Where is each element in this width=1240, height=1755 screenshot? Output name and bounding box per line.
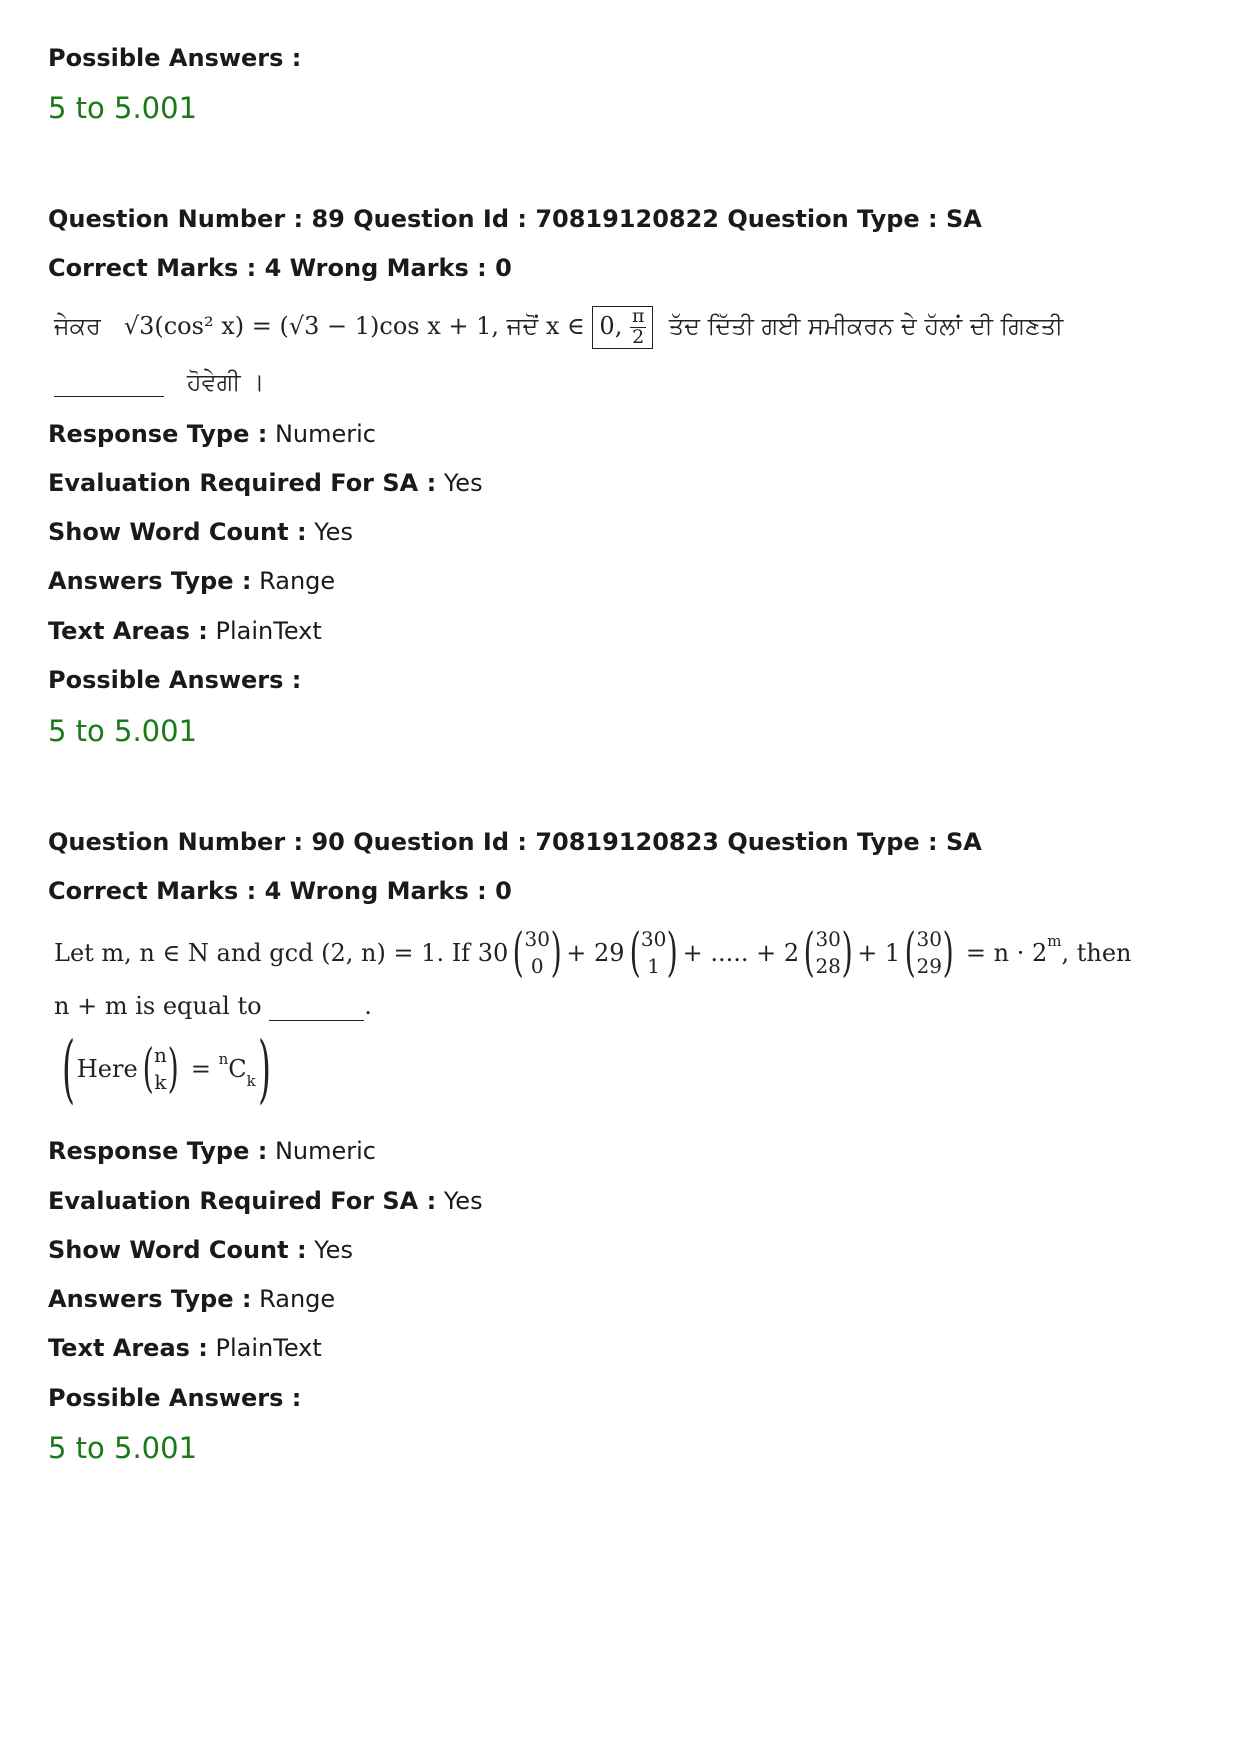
question-89-math: [54, 298, 1064, 398]
field-value: Numeric: [274, 420, 376, 448]
binom-top: 30: [524, 927, 550, 951]
q89-line2: ਹੋਵੇਗੀ ।: [186, 368, 265, 396]
field-show-word-count-90: [48, 1236, 353, 1264]
field-text-areas-89: [48, 617, 322, 645]
q90-binom-1: ( 30 0 ): [512, 923, 562, 983]
binom-top: 30: [640, 927, 667, 951]
q90-binom-4: ( 30 29 ): [904, 923, 954, 983]
field-value: Yes: [314, 518, 353, 546]
field-evaluation-required-89: [48, 469, 483, 497]
binom-bottom: 1: [647, 954, 660, 978]
binom-bottom: 29: [916, 954, 942, 978]
possible-answers-label: Possible Answers :: [48, 44, 302, 72]
field-value: Numeric: [274, 1137, 376, 1165]
field-value: Yes: [314, 1236, 353, 1264]
q90-binom-2: ( 30 1 ): [629, 923, 679, 983]
field-label: Text Areas :: [48, 1334, 208, 1362]
q90-here-eq: =: [190, 1055, 211, 1083]
field-value: PlainText: [215, 617, 322, 645]
q90-term-4: + 1: [857, 939, 901, 967]
q90-term-3: + ..... + 2: [682, 939, 800, 967]
binom-top: 30: [815, 927, 841, 951]
q89-pi: π: [631, 305, 645, 327]
field-label: Response Type :: [48, 420, 268, 448]
q90-here-sub: k: [246, 1072, 256, 1090]
field-value: Yes: [443, 469, 483, 497]
field-response-type-90: [48, 1137, 376, 1165]
field-value: PlainText: [215, 1334, 322, 1362]
possible-answer-value: 5 to 5.001: [48, 91, 198, 125]
field-value: Range: [259, 567, 336, 595]
q89-interval-start: 0,: [599, 311, 623, 340]
q89-tail: ਤੱਦ ਦਿੱਤੀ ਗਈ ਸਮੀਕਰਨ ਦੇ ਹੱਲਾਂ ਦੀ ਗਿਣਤੀ: [668, 311, 1064, 340]
possible-answers-label-89: Possible Answers :: [48, 666, 302, 694]
q89-pi-over-two: [630, 307, 647, 348]
q89-two: 2: [632, 325, 645, 348]
field-label: Show Word Count :: [48, 1236, 307, 1264]
field-show-word-count-89: [48, 518, 353, 546]
q90-here-open-paren: (: [61, 1026, 75, 1112]
field-response-type-89: [48, 420, 376, 448]
binom-bottom: 28: [815, 954, 841, 978]
q89-answer-blank: [54, 368, 164, 397]
q90-binom-3: ( 30 28 ): [803, 923, 853, 983]
q90-term-5: = n · 2: [965, 939, 1048, 967]
q90-binom-here: ( n k ): [142, 1039, 179, 1099]
field-answers-type-89: [48, 567, 335, 595]
q90-term-2: + 29: [566, 939, 625, 967]
q89-equation: √3(cos² x) = (√3 − 1)cos x + 1, ਜਦੋਂ x ∈: [123, 311, 585, 340]
q90-here-sup: n: [218, 1050, 229, 1068]
possible-answer-value-90: 5 to 5.001: [48, 1431, 198, 1465]
binom-bottom: 0: [530, 954, 544, 978]
field-answers-type-90: [48, 1285, 335, 1313]
binom-top: 30: [916, 927, 942, 951]
binom-bottom: k: [154, 1070, 167, 1094]
binom-top: n: [153, 1043, 167, 1067]
q90-here-close-paren: ): [257, 1026, 271, 1112]
question-header-90: Question Number : 90 Question Id : 70819120823 Question Type : SA: [48, 828, 982, 856]
q90-superscript-m: m: [1047, 932, 1062, 950]
field-label: Evaluation Required For SA :: [48, 469, 437, 497]
q89-lead: ਜੇਕਰ: [54, 311, 101, 340]
q90-lead: Let m, n ∈ N and gcd (2, n) = 1. If 30: [54, 939, 509, 967]
marks-line-90: Correct Marks : 4 Wrong Marks : 0: [48, 877, 512, 905]
question-header-89: Question Number : 89 Question Id : 70819120822 Question Type : SA: [48, 205, 982, 233]
field-label: Answers Type :: [48, 1285, 252, 1313]
q90-line2: n + m is equal to: [54, 992, 262, 1020]
possible-answer-value-89: 5 to 5.001: [48, 714, 198, 748]
q90-answer-blank: [269, 992, 364, 1021]
field-label: Text Areas :: [48, 617, 208, 645]
field-value: Yes: [443, 1187, 483, 1215]
q89-interval: [592, 306, 653, 349]
q90-here: Here: [76, 1055, 138, 1083]
possible-answers-label-90: Possible Answers :: [48, 1384, 302, 1412]
field-value: Range: [259, 1285, 336, 1313]
question-90-math: [54, 918, 1132, 1118]
marks-line-89: Correct Marks : 4 Wrong Marks : 0: [48, 254, 512, 282]
field-label: Show Word Count :: [48, 518, 307, 546]
q90-line2-end: .: [364, 992, 372, 1020]
q90-term-6: , then: [1061, 939, 1132, 967]
field-label: Evaluation Required For SA :: [48, 1187, 437, 1215]
field-text-areas-90: [48, 1334, 322, 1362]
field-evaluation-required-90: [48, 1187, 483, 1215]
q90-here-c: C: [228, 1055, 247, 1083]
field-label: Response Type :: [48, 1137, 268, 1165]
field-label: Answers Type :: [48, 567, 252, 595]
